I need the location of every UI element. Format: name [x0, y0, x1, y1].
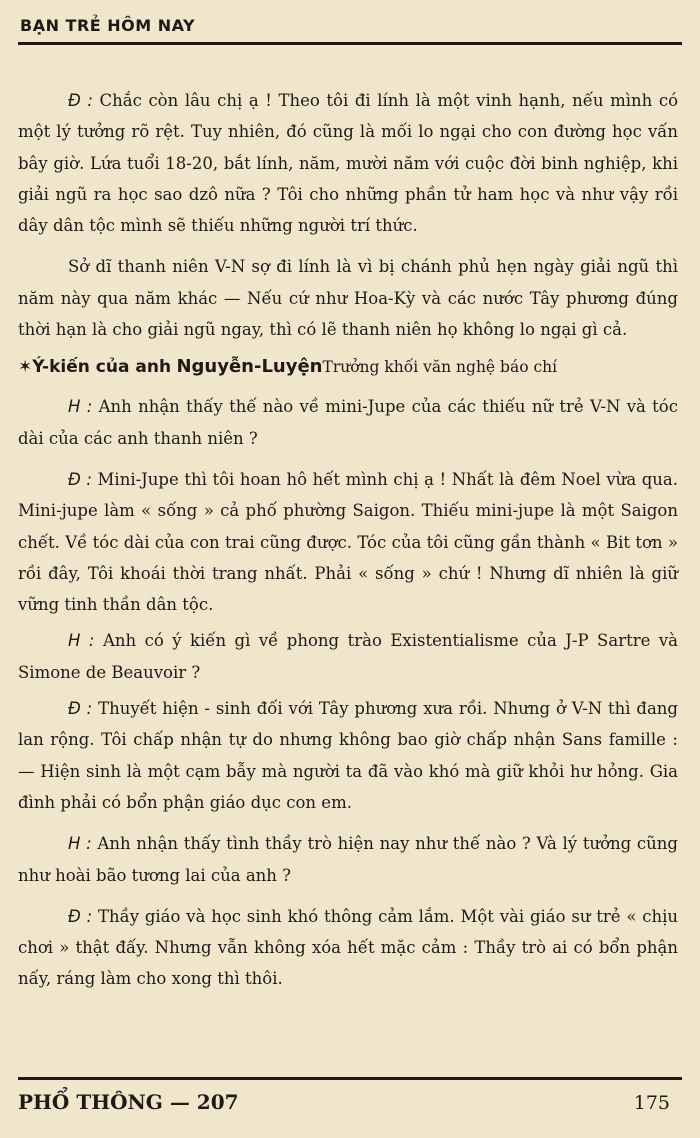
- paragraph-text: Anh có ý kiến gì về phong trào Existentialisme của J-P Sartre và Simone de Beauvoir ?: [18, 631, 679, 682]
- paragraph-text: Chắc còn lâu chị ạ ! Theo tôi đi lính là một vinh hạnh, nếu mình có một lý tưởng rõ rệt. Tuy nhiên, đó cũng là mối lo ngại cho con đường học vấn bây giờ. Lứa tuổi 18-20, bắt lính, năm, mười năm với cuộc đời binh nghiệp, khi giải ngũ ra học sao dzô nữa ? Tôi cho những phần tử ham học và như vậy rồi dây dân tộc mình sẽ thiếu những người trí thức.: [18, 91, 679, 236]
- running-header: BẠN TRẺ HÔM NAY: [20, 16, 196, 35]
- speaker-label: H :: [68, 631, 95, 651]
- paragraph-text: Sở dĩ thanh niên V-N sợ đi lính là vì bị chánh phủ hẹn ngày giải ngũ thì năm này qua năm khác — Nếu cứ như Hoa-Kỳ và các nước Tây phương đúng thời hạn là cho giải ngũ ngay, thì có lẽ thanh niên họ không lo ngại gì cả.: [18, 257, 678, 340]
- section-heading: [18, 351, 678, 383]
- answer-paragraph: [18, 251, 678, 345]
- paragraph-text: Anh nhận thấy tình thầy trò hiện nay như thế nào ? Và lý tưởng cũng như hoài bão tương lai của anh ?: [18, 834, 678, 885]
- star-bullet-icon: ✶: [18, 357, 33, 378]
- paragraph-text: Thầy giáo và học sinh khó thông cảm lắm. Một vài giáo sư trẻ « chịu chơi » thật đấy. Nhưng vẫn không xóa hết mặc cảm : Thầy trò ai có bổn phận nấy, ráng làm cho xong thì thôi.: [18, 906, 679, 989]
- page-number: 175: [633, 1092, 670, 1114]
- speaker-label: H :: [68, 834, 92, 854]
- section-prefix: Ý-kiến của anh: [32, 357, 172, 378]
- speaker-label: Đ :: [68, 91, 93, 110]
- interviewee-name: Nguyễn-Luyện: [176, 356, 323, 378]
- speaker-label: H :: [68, 397, 93, 417]
- paragraph-text: Thuyết hiện - sinh đối với Tây phương xưa rồi. Nhưng ở V-N thì đang lan rộng. Tôi chấp nhận tự do nhưng không bao giờ chấp nhận Sans famille : — Hiện sinh là một cạm bẫy mà người ta đã vào khó mà giữ khỏi hư hỏng. Gia đình phải có bổn phận giáo dục con em.: [18, 699, 678, 812]
- question-paragraph: [18, 625, 678, 688]
- speaker-label: Đ :: [68, 699, 93, 719]
- magazine-issue: PHỔ THÔNG — 207: [18, 1090, 239, 1114]
- answer-paragraph: [18, 464, 678, 620]
- article-body: [18, 85, 678, 1005]
- answer-paragraph: [18, 901, 678, 995]
- paragraph-text: Anh nhận thấy thế nào về mini-Jupe của các thiếu nữ trẻ V-N và tóc dài của các anh thanh niên ?: [18, 397, 678, 448]
- header-rule: [18, 42, 682, 45]
- answer-paragraph: [18, 85, 678, 241]
- footer-rule: [18, 1077, 682, 1080]
- paragraph-text: Mini-Jupe thì tôi hoan hô hết mình chị ạ ! Nhất là đêm Noel vừa qua. Mini-jupe làm « sống » cả phố phường Saigon. Thiếu mini-jupe là một Saigon chết. Về tóc dài của con trai cũng được. Tóc của tôi cũng gần thành « Bit tơn » rồi đây, Tôi khoái thời trang nhất. Phải « sống » chứ ! Nhưng dĩ nhiên là giữ vững tinh thần dân tộc.: [18, 469, 679, 615]
- answer-paragraph: [18, 693, 678, 818]
- interviewee-role: Trưởng khối văn nghệ báo chí: [322, 358, 558, 377]
- speaker-label: Đ :: [68, 906, 93, 926]
- question-paragraph: [18, 828, 678, 891]
- speaker-label: Đ :: [68, 469, 92, 489]
- question-paragraph: [18, 391, 678, 454]
